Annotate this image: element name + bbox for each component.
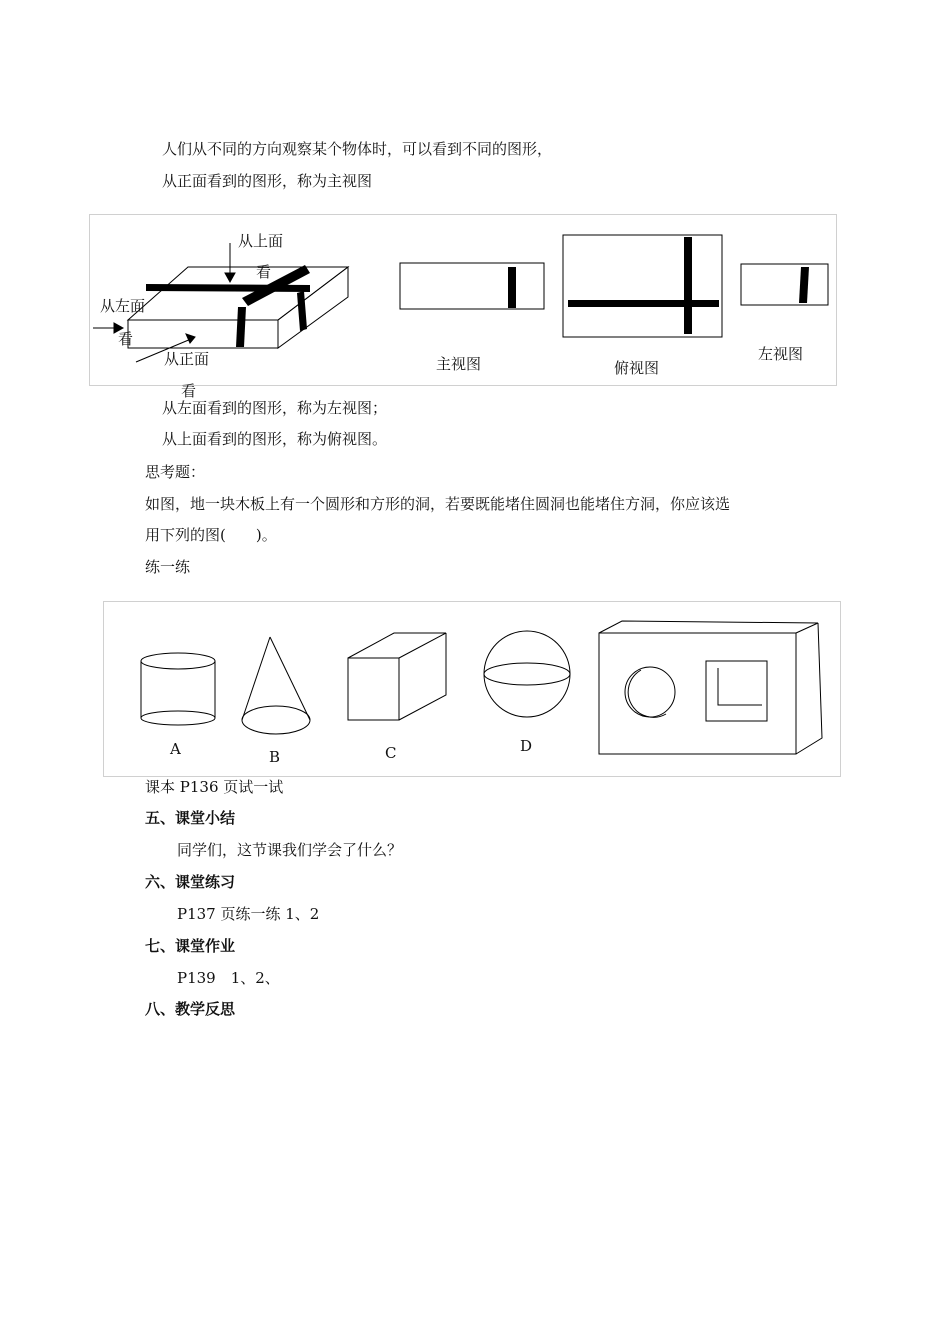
option-b-label: B (269, 748, 281, 766)
from-left-label-2: 看 (118, 330, 134, 348)
section-6-title: 六、课堂练习 (145, 873, 236, 891)
three-views-figure (89, 214, 837, 400)
from-front-label-2: 看 (181, 382, 197, 400)
section-8-title: 八、教学反思 (145, 1000, 236, 1018)
left-view-drawing (741, 264, 828, 305)
option-c-label: C (385, 744, 397, 762)
sphere-drawing (484, 631, 570, 717)
question-line-2: 用下列的图( )。 (145, 526, 277, 544)
section-7-text: P139 1、2、 (177, 969, 280, 987)
think-title: 思考题： (145, 463, 206, 481)
question-line-1: 如图，地一块木板上有一个圆形和方形的洞，若要既能堵住圆洞也能堵住方洞，你应该选 (145, 495, 731, 513)
main-view-caption: 主视图 (436, 355, 482, 373)
textbook-reference: 课本 P136 页试一试 (145, 778, 284, 796)
from-front-label: 从正面 (164, 350, 210, 368)
from-left-label: 从左面 (100, 297, 146, 315)
option-d-label: D (520, 737, 533, 755)
section-6-text: P137 页练一练 1、2 (177, 905, 320, 923)
board-drawing (599, 621, 822, 754)
top-view-caption: 俯视图 (614, 359, 660, 377)
cube-drawing (348, 633, 446, 720)
cone-drawing (242, 637, 310, 734)
left-view-caption: 左视图 (758, 345, 804, 363)
practice-title: 练一练 (145, 558, 191, 576)
from-top-label-2: 看 (256, 263, 272, 281)
top-view-drawing (563, 235, 722, 337)
intro-line-1: 人们从不同的方向观察某个物体时，可以看到不同的图形， (162, 140, 553, 158)
solids-figure (103, 601, 841, 777)
left-view-definition: 从左面看到的图形，称为左视图； (162, 399, 388, 417)
section-5-title: 五、课堂小结 (145, 809, 236, 827)
cylinder-drawing (141, 653, 215, 725)
section-7-title: 七、课堂作业 (145, 937, 236, 955)
intro-line-2: 从正面看到的图形，称为主视图 (162, 172, 373, 190)
option-a-label: A (170, 740, 181, 758)
top-view-definition: 从上面看到的图形，称为俯视图。 (162, 430, 388, 448)
solids-drawing (104, 602, 840, 776)
main-view-drawing (400, 263, 544, 309)
from-top-label: 从上面 (238, 232, 284, 250)
section-5-text: 同学们，这节课我们学会了什么？ (177, 841, 403, 859)
